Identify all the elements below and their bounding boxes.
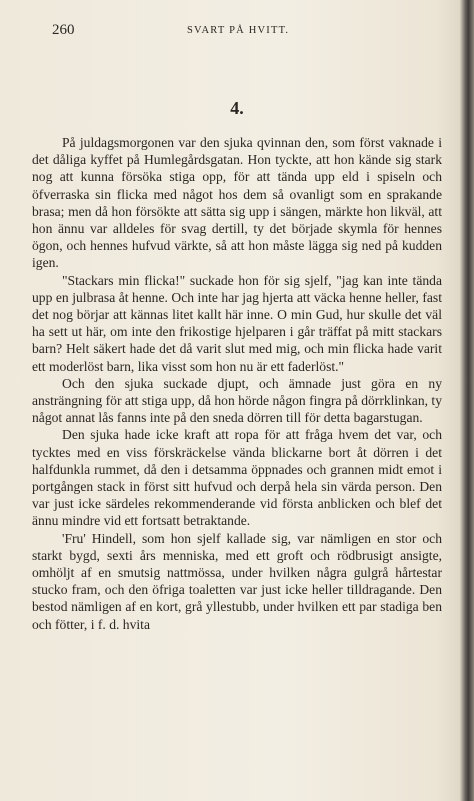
body-text — [32, 134, 442, 633]
paragraph: "Stackars min flicka!" suckade hon för sig sjelf, "jag kan inte tända upp en julbrasa åt henne. Och inte har jag hjerta att väcka henne heller, fast det nog börjar att kännas litet kallt här inne. O min Gud, hur skulle det väl ha sett ut här, om inte den frikostige hjelparen i går träffat på mitt stackars barn? Helt säkert hade det då varit slut med mig, och min flicka hade varit ett moderlöst barn, lika visst som hon nu är ett faderlöst." — [32, 272, 442, 374]
page-header — [52, 22, 450, 40]
running-head: SVART PÅ HVITT. — [187, 25, 290, 36]
page-number: 260 — [52, 22, 75, 38]
paragraph: På juldagsmorgonen var den sjuka qvinnan den, som först vaknade i det dåliga kyffet på Humlegårdsgatan. Hon tyckte, att hon kände sig stark nog att kunna försöka stiga opp, för att tända upp eld i spiseln och öfverraska sin flicka med något hos dem så ovanligt som en sprakande brasa; men då hon försökte att sätta sig upp i sängen, märkte hon likväl, att hon ännu var alldeles för svag dertill, ty det började skymla för hennes ögon, och hennes hufvud värkte, så att hon måste lägga sig ned på kudden igen. — [32, 135, 442, 271]
chapter-number: 4. — [230, 98, 244, 118]
paragraph: 'Fru' Hindell, som hon sjelf kallade sig, var nämligen en stor och starkt bygd, sexti års menniska, med ett groft och rödbrusigt ansigte, omhöljt af en smutsig nattmössa, under hvilken några gulgrå hårtestar stucko fram, och den öfriga toaletten var just icke heller tilldragande. Den bestod nämligen af en kort, grå yllestubb, under hvilken ett par stadiga ben och fötter, i f. d. hvita — [32, 530, 442, 632]
paragraph: Och den sjuka suckade djupt, och ämnade just göra en ny ansträngning för att stiga upp, då hon hörde någon fingra på dörrklinkan, ty något annat lås fanns inte på den sneda dörren till för detta bagarstugan. — [32, 375, 442, 426]
book-spine-edge — [460, 0, 474, 801]
paragraph: Den sjuka hade icke kraft att ropa för att fråga hvem det var, och tycktes med en viss förskräckelse vända blickarne bort åt dörren i det halfdunkla rummet, då den i detsamma öppnades och grannen midt emot i portgången stack in först sitt hufvud och derpå hela sin värda person. Den var just icke särdeles rekommenderande vid första anblicken och blef det ännu mindre vid ett fortsatt betraktande. — [32, 427, 442, 529]
